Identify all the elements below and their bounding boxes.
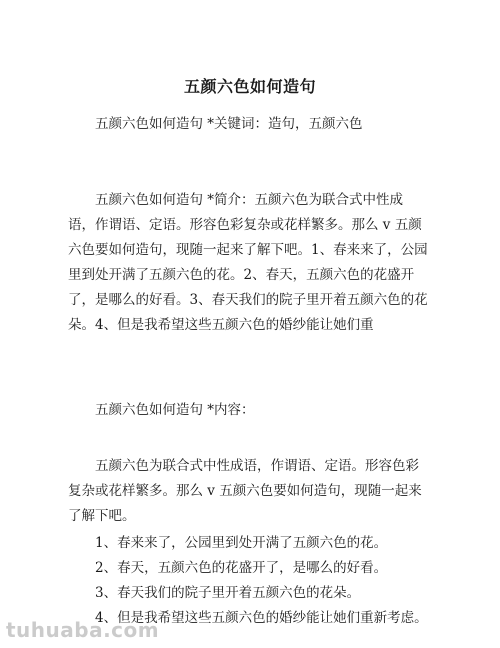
- summary-paragraph: 五颜六色如何造句 *简介：五颜六色为联合式中性成语，作谓语、定语。形容色彩复杂或花样繁多。那么 v 五颜六色要如何造句，现随一起来了解下吧。1、春来来了，公园里到处开满了五颜六色的花。2、春天，五颜六色的花盛开了，是哪么的好看。3、春天我们的院子里开着五颜六色的花朵。4、但是我希望这些五颜六色的婚纱能让她们重: [68, 192, 428, 333]
- example-sentence-2: 2、春天，五颜六色的花盛开了，是哪么的好看。: [95, 560, 388, 576]
- site-watermark: tuhuaba.com: [6, 618, 160, 642]
- document-title: 五颜六色如何造句: [183, 77, 316, 96]
- keywords-line: 五颜六色如何造句 *关键词：造句，五颜六色: [95, 116, 363, 132]
- content-heading: 五颜六色如何造句 *内容：: [95, 402, 255, 418]
- example-sentence-list: [68, 531, 430, 631]
- example-sentence-3: 3、春天我们的院子里开着五颜六色的花朵。: [95, 585, 361, 601]
- content-intro-paragraph: 五颜六色为联合式中性成语，作谓语、定语。形容色彩复杂或花样繁多。那么 v 五颜六色要如何造句，现随一起来了解下吧。: [68, 458, 422, 524]
- example-sentence-1: 1、春来来了，公园里到处开满了五颜六色的花。: [95, 535, 388, 551]
- example-sentence-4: 4、但是我希望这些五颜六色的婚纱能让她们重新考虑。: [95, 610, 428, 626]
